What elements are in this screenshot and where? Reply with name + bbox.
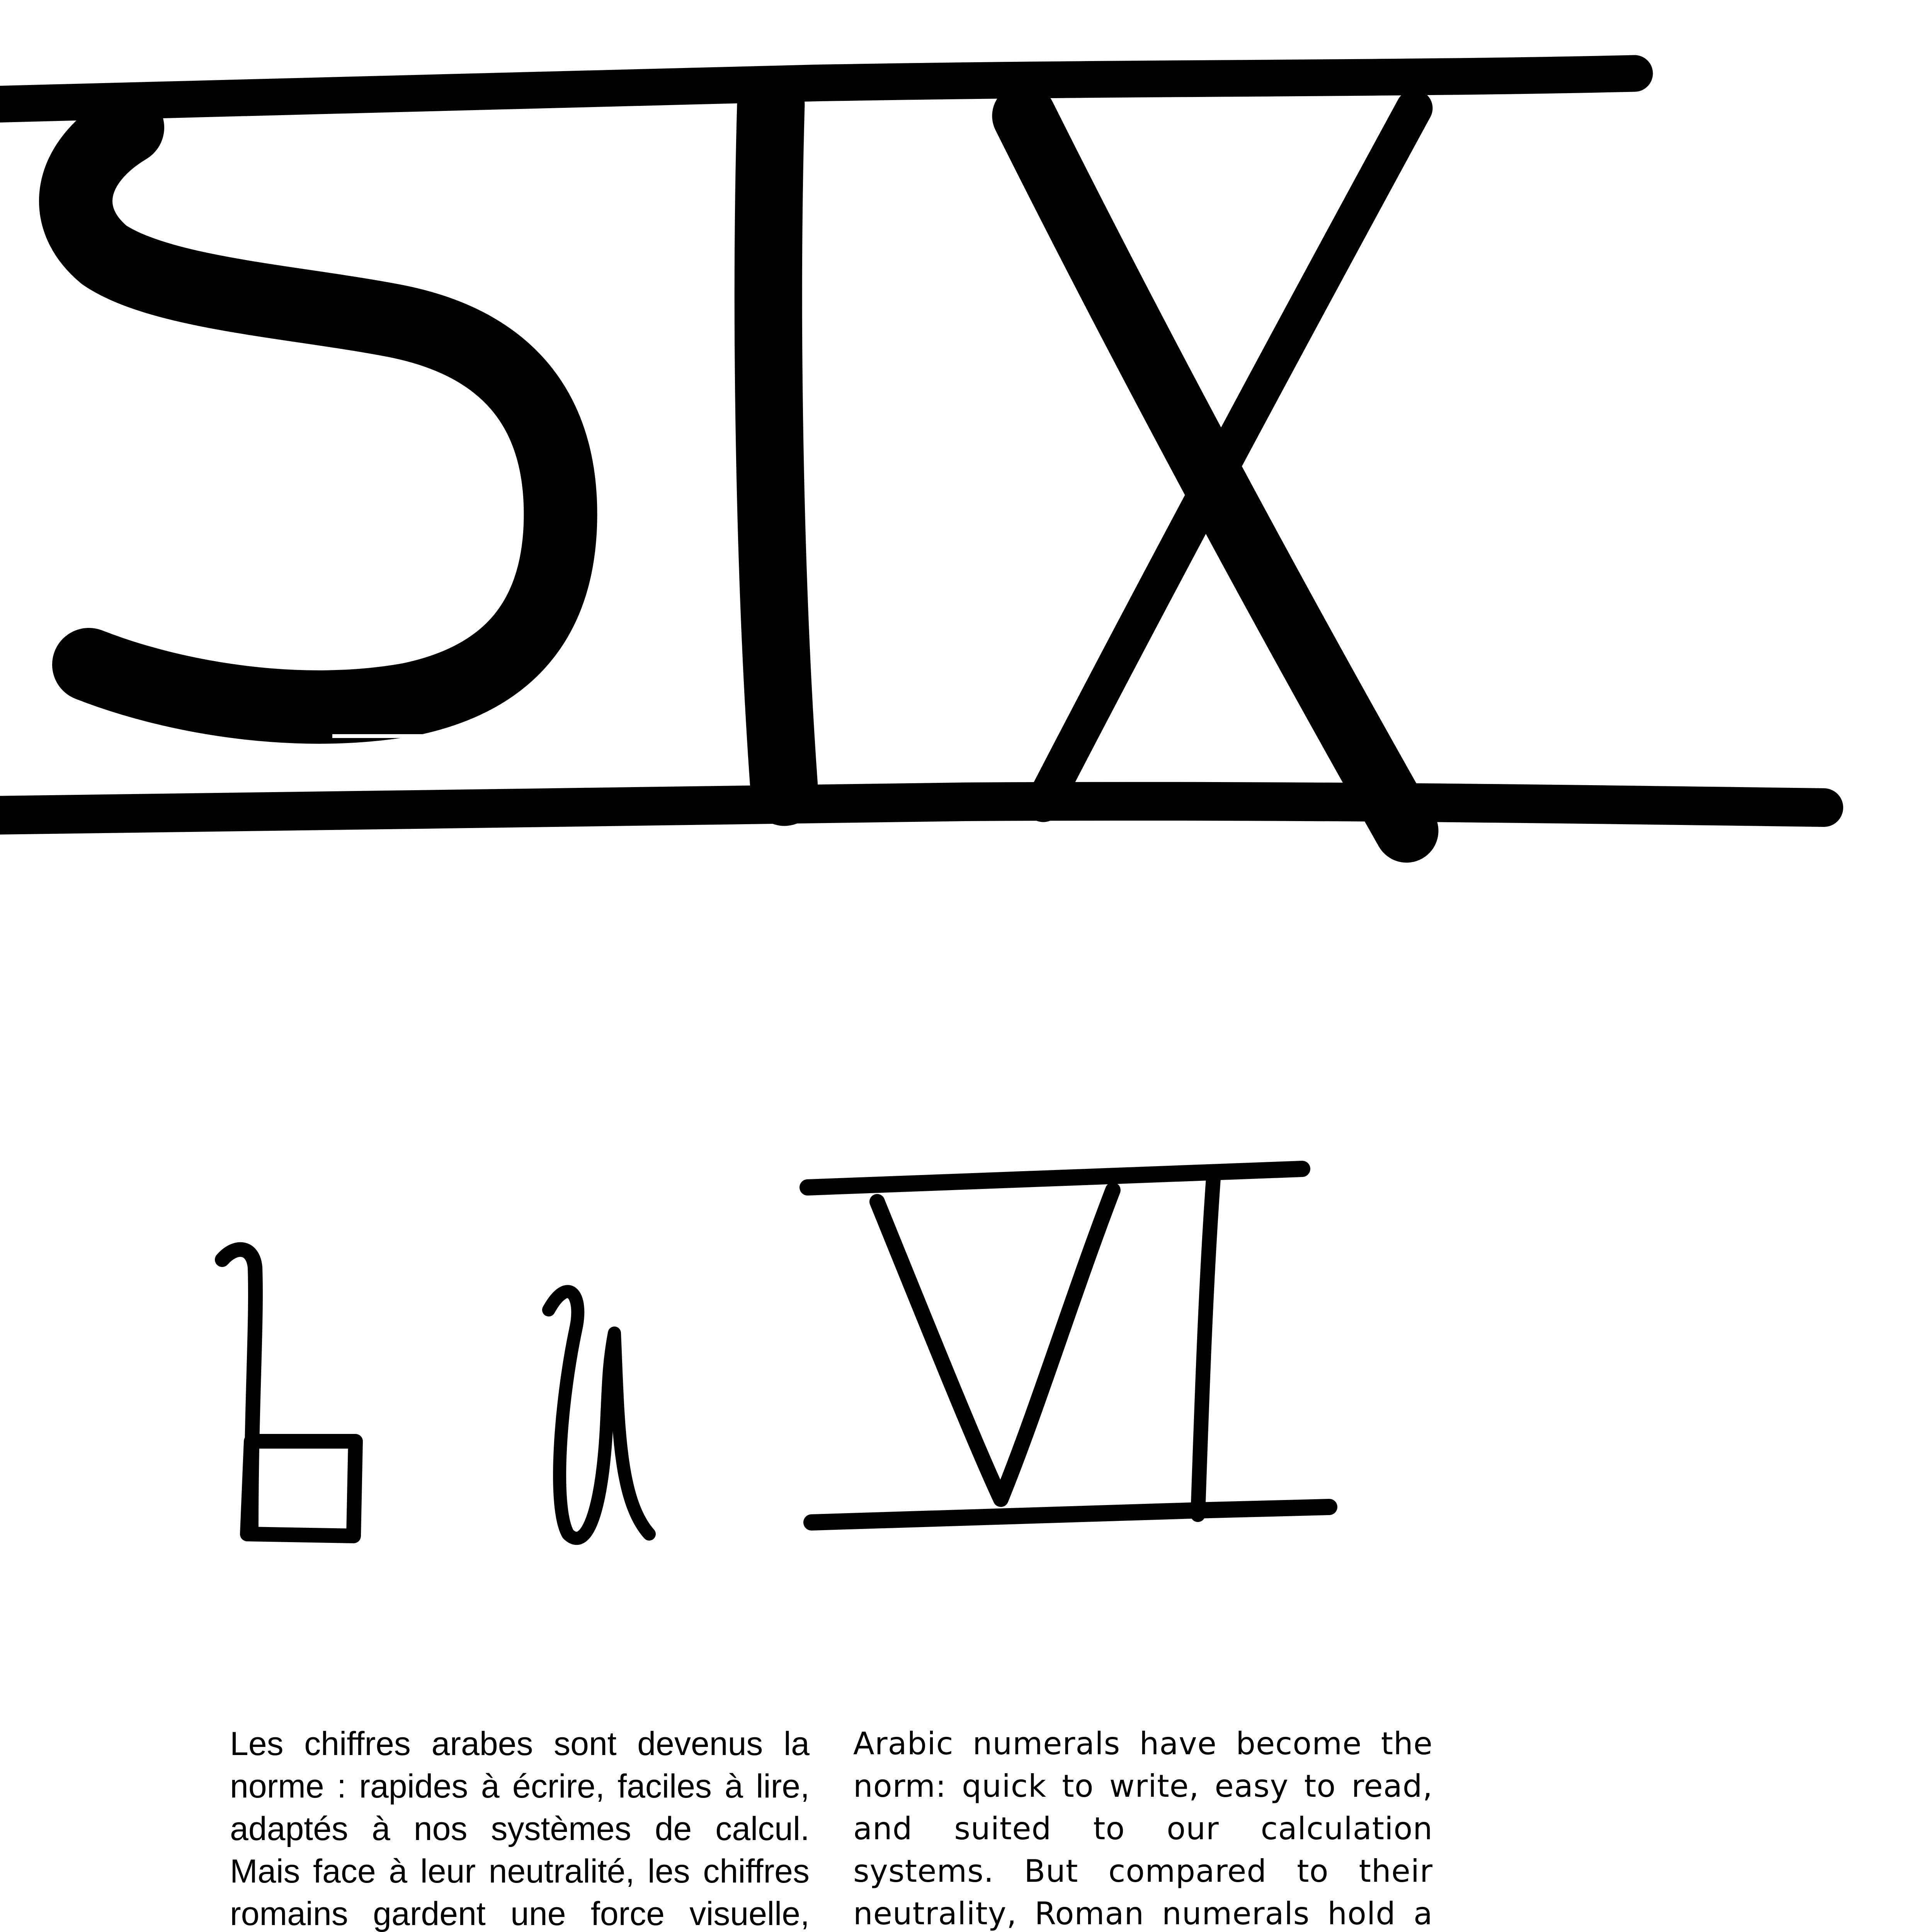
six-hero-lettering	[0, 0, 1917, 927]
six-glyph-row	[0, 1113, 1917, 1600]
hero-letter-s	[76, 128, 561, 707]
english-paragraph-1: Arabic numerals have become the norm: quick to write, easy to read, and suited to our calculation systems. But compared to their neutrality, Roman numerals hold a	[853, 1726, 1433, 1932]
hero-letter-i	[768, 104, 784, 792]
english-text-column	[853, 1723, 1433, 1932]
hero-top-bar	[0, 73, 1635, 104]
glyph-roman-vi	[808, 1169, 1329, 1522]
glyph-hex-six	[222, 1250, 356, 1536]
french-text-column	[230, 1723, 810, 1932]
glyph-hybrid-six	[549, 1292, 649, 1539]
hero-bottom-bar	[0, 801, 1824, 815]
french-paragraph-1: Les chiffres arabes sont devenus la norme : rapides à écrire, faciles à lire, adaptés à nos systèmes de calcul. Mais face à leur neutralité, les chiffres romains gardent une force visuelle,	[230, 1725, 810, 1932]
